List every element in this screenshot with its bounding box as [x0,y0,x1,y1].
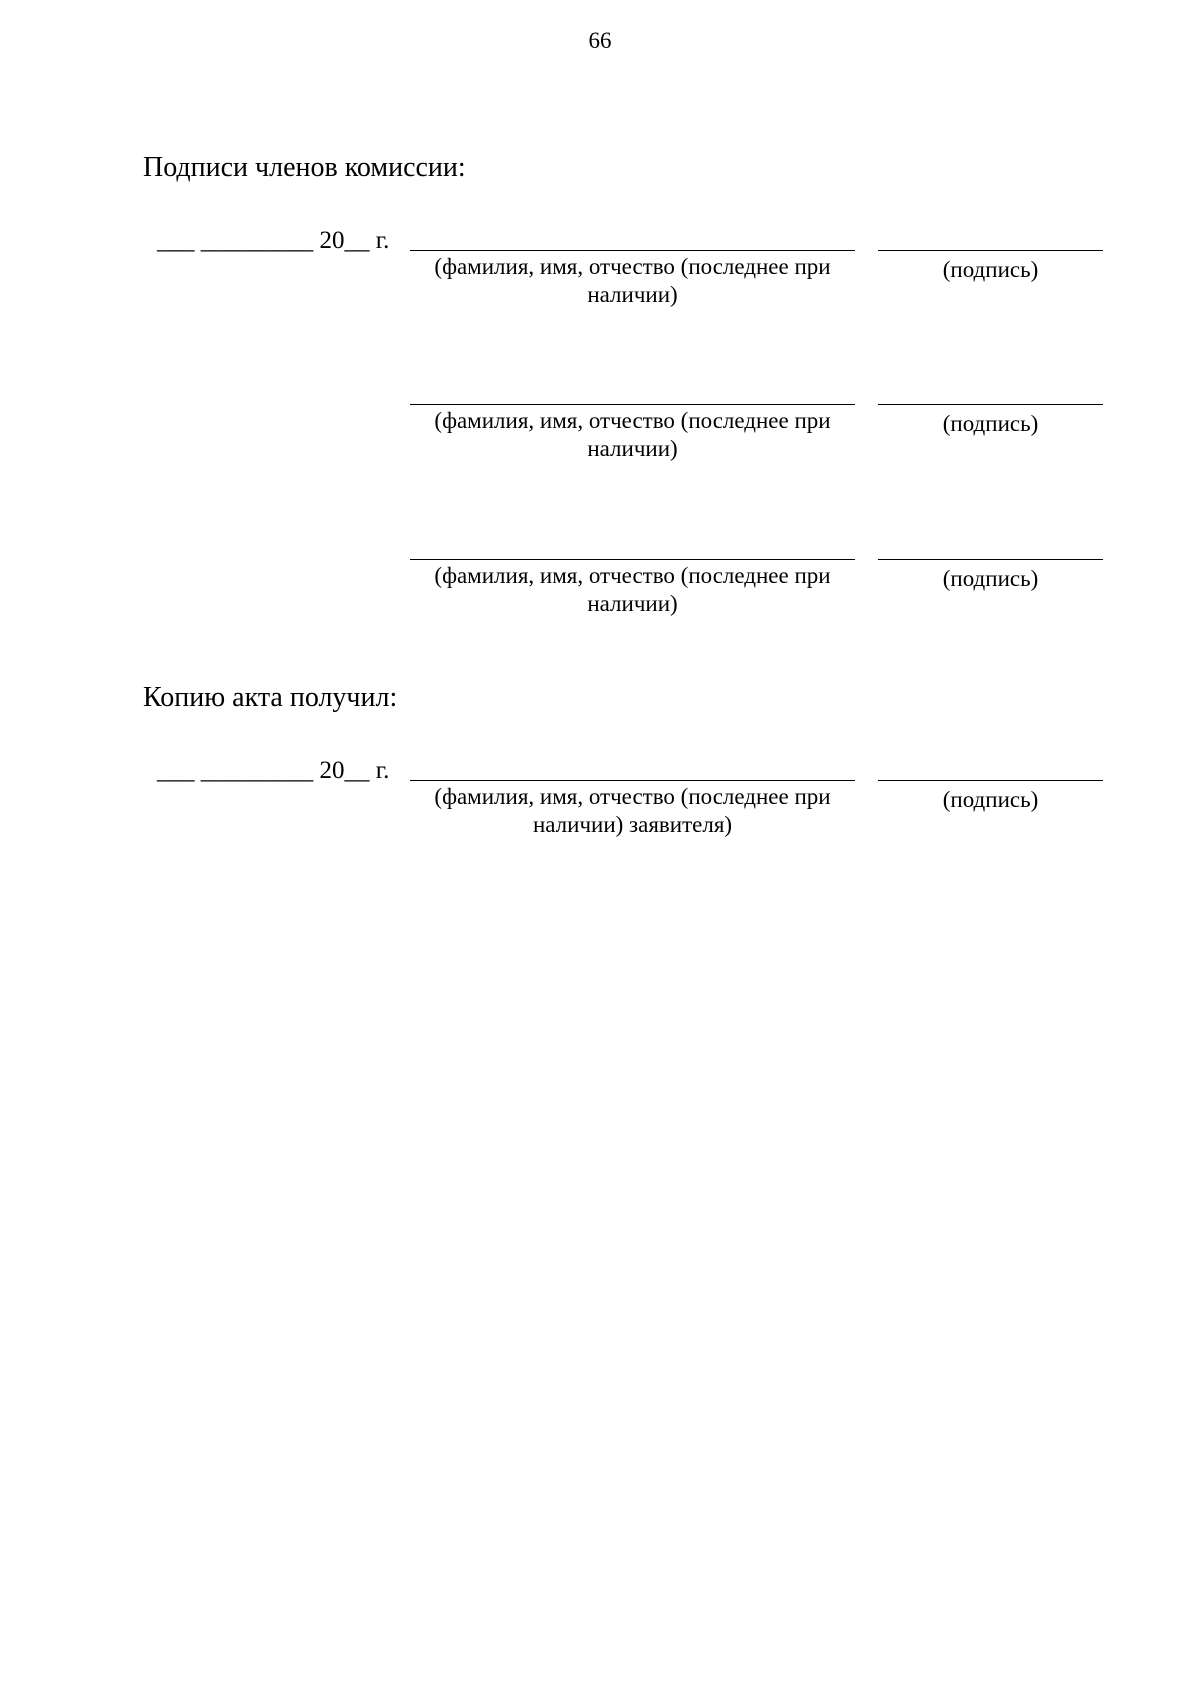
signature-caption: (подпись) [942,566,1039,591]
fio-caption: (фамилия, имя, отчество (последнее при наличии) [434,408,831,461]
fio-underline [410,250,855,251]
applicant-fio-underline [410,780,855,781]
copy-received-date-line: ___ _________ 20__ г. [157,757,390,784]
applicant-signature-caption: (подпись) [942,787,1039,812]
page-number: 66 [588,28,612,53]
applicant-fio-caption: (фамилия, имя, отчество (последнее при наличии) заявителя) [434,784,831,837]
signature-underline [878,404,1103,405]
fio-underline [410,404,855,405]
fio-caption: (фамилия, имя, отчество (последнее при наличии) [434,563,831,616]
fio-underline [410,559,855,560]
signature-underline [878,250,1103,251]
applicant-signature-underline [878,780,1103,781]
copy-received-heading: Копию акта получил: [143,682,398,713]
signature-caption: (подпись) [942,257,1039,282]
commission-heading: Подписи членов комиссии: [143,152,466,183]
fio-caption: (фамилия, имя, отчество (последнее при наличии) [434,254,831,307]
signature-caption: (подпись) [942,411,1039,436]
commission-date-line: ___ _________ 20__ г. [157,227,390,254]
signature-underline [878,559,1103,560]
